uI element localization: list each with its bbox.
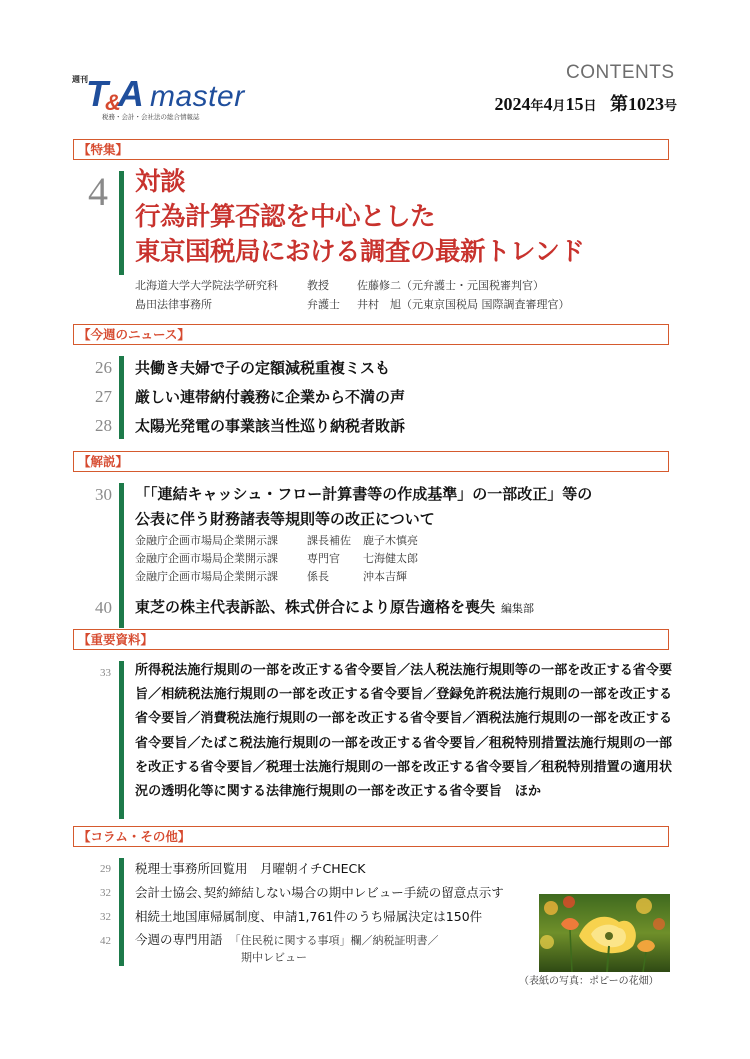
column-page-number: 42 xyxy=(100,935,111,947)
section-documents: 【重要資料】 xyxy=(73,629,669,650)
column-item[interactable]: 会計士協会､契約締結しない場合の期中レビュー手続の留意点示す xyxy=(135,885,504,900)
section-column: 【コラム・その他】 xyxy=(73,826,669,847)
feature-title-line-2[interactable]: 行為計算否認を中心とした xyxy=(135,202,436,232)
column-item[interactable]: 税理士事務所回覧用 月曜朝イチCHECK xyxy=(135,861,366,876)
explain-title-line-1[interactable]: 「「連結キャッシュ・フロー計算書等の作成基準」の一部改正」等の xyxy=(135,485,593,503)
news-item[interactable]: 太陽光発電の事業該当性巡り納税者敗訴 xyxy=(135,417,406,435)
feature-page-number[interactable]: 4 xyxy=(88,169,108,214)
logo-ta-mark: T&A xyxy=(86,73,141,115)
section-explain: 【解説】 xyxy=(73,451,669,472)
cover-photo-caption: （表紙の写真：ポピーの花畑） xyxy=(519,976,659,987)
feature-speaker: 島田法律事務所 弁護士 井村 旭（元東京国税局 国際調査審理官） xyxy=(135,298,570,311)
explain-author: 金融庁企画市場局企業開示課 課長補佐 鹿子木慎亮 xyxy=(135,534,418,547)
news-page-number: 27 xyxy=(95,387,112,406)
documents-list[interactable]: 所得税法施行規則の一部を改正する省令要旨／法人税法施行規則等の一部を改正する省令要旨／相続税法施行規則の一部を改正する省令要旨／登録免許税法施行規則の一部を改正する省令要旨／消費税法施行規則の一部を改正する省令要旨／酒税法施行規則の一部を改正する省令要旨／たばこ税法施行規則の一部を改正する省令要旨／租税特別措置法施行規則の一部を改正する省令要旨／税理士法施行規則の一部を改正する省令要旨／租税特別措置の適用状況の透明化等に関する法律施行規則の一部を改正する省令要旨 ほか xyxy=(135,663,673,800)
explain-bar xyxy=(119,483,124,628)
explain-author: 金融庁企画市場局企業開示課 専門官 七海健太郎 xyxy=(135,552,418,565)
column-item[interactable]: 今週の専門用語 「住民税に関する事項」欄／納税証明書／ xyxy=(135,932,439,947)
explain-author: 金融庁企画市場局企業開示課 係長 沖本吉輝 xyxy=(135,570,407,583)
documents-page-number: 33 xyxy=(100,667,111,679)
issue-date: 2024年4月15日 第1023号 xyxy=(494,94,677,114)
feature-title-line-1[interactable]: 対談 xyxy=(135,167,186,197)
cover-photo xyxy=(539,894,670,972)
news-bar xyxy=(119,356,124,439)
feature-speaker: 北海道大学大学院法学研究科 教授 佐藤修二（元弁護士・元国税審判官） xyxy=(135,279,544,292)
logo-subtitle: 税務・会計・会社法の総合情報誌 xyxy=(102,113,200,121)
column-page-number: 29 xyxy=(100,863,111,875)
logo-master-word: master xyxy=(150,80,245,113)
magazine-logo xyxy=(72,72,257,122)
explain-title-line-2[interactable]: 公表に伴う財務諸表等規則等の改正について xyxy=(135,510,435,528)
column-page-number: 32 xyxy=(100,911,111,923)
poppy-field-image xyxy=(539,894,670,972)
news-page-number: 28 xyxy=(95,416,112,435)
explain-page-number: 30 xyxy=(95,485,112,504)
news-item[interactable]: 厳しい連帯納付義務に企業から不満の声 xyxy=(135,388,406,406)
column-item[interactable]: 相続土地国庫帰属制度、申請1,761件のうち帰属決定は150件 xyxy=(135,909,483,924)
news-page-number: 26 xyxy=(95,358,112,377)
section-news: 【今週のニュース】 xyxy=(73,324,669,345)
explain-title-2[interactable]: 東芝の株主代表訴訟、株式併合により原告適格を喪失 編集部 xyxy=(135,598,535,616)
column-page-number: 32 xyxy=(100,887,111,899)
logo-weekly-label: 週刊 xyxy=(72,75,88,84)
column-bar xyxy=(119,858,124,966)
documents-bar xyxy=(119,661,124,819)
contents-label: CONTENTS xyxy=(566,62,675,83)
explain-page-number-2: 40 xyxy=(95,598,112,617)
news-item[interactable]: 共働き夫婦で子の定額減税重複ミスも xyxy=(135,359,391,377)
feature-title-line-3[interactable]: 東京国税局における調査の最新トレンド xyxy=(135,237,585,267)
column-item-note: 期中レビュー xyxy=(241,951,307,964)
section-feature: 【特集】 xyxy=(73,139,669,160)
feature-bar xyxy=(119,171,124,275)
